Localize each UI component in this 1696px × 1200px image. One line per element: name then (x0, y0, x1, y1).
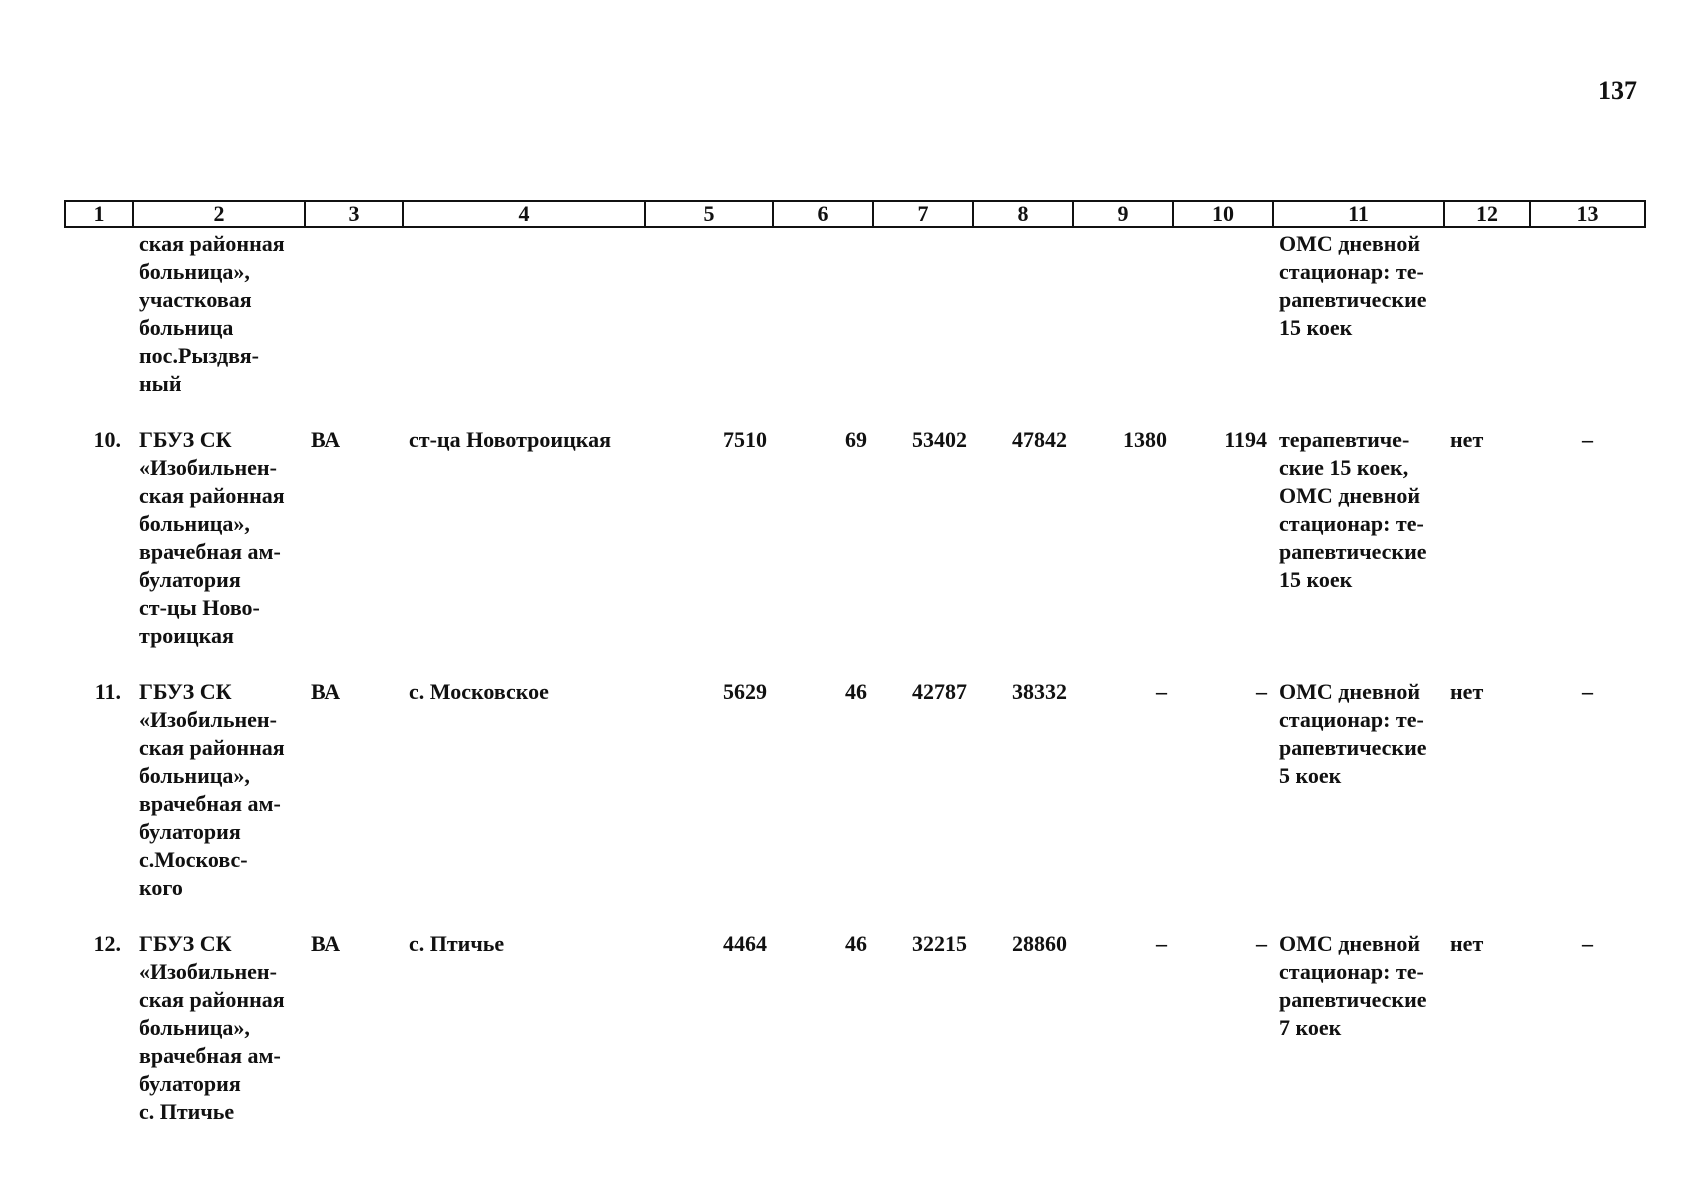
table-row (65, 426, 1645, 678)
locality: с. Московское (409, 679, 549, 704)
cell-col-5: 4464 (723, 931, 767, 956)
cell-col-6: 46 (845, 931, 867, 956)
beds-description: ОМС дневной стационар: те- рапевтические 7 коек (1279, 931, 1427, 1040)
cell-col-10 (1173, 227, 1273, 426)
cell-col-5: 7510 (723, 427, 767, 452)
cell-col-9 (1073, 227, 1173, 426)
facility-type: ВА (311, 931, 341, 956)
beds-description: ОМС дневной стационар: те- рапевтические 5 коек (1279, 679, 1427, 788)
table-row (65, 930, 1645, 1154)
cell-col-7: 32215 (912, 931, 967, 956)
institution-name: ская районная больница», участковая больница пос.Рыздвя- ный (139, 231, 285, 396)
institution-name: ГБУЗ СК «Изобильнен- ская районная больница», врачебная ам- булатория с. Птичье (139, 931, 285, 1124)
table-row (65, 227, 1645, 426)
cell-col-7 (873, 227, 973, 426)
row-number (65, 227, 133, 426)
page-number: 137 (1598, 76, 1637, 105)
column-header: 2 (133, 201, 305, 227)
header-row (65, 201, 1645, 227)
row-number: 12. (93, 931, 121, 956)
cell-col-12: нет (1450, 931, 1484, 956)
locality: с. Птичье (409, 931, 505, 956)
column-header: 13 (1530, 201, 1645, 227)
column-header: 7 (873, 201, 973, 227)
cell-col-12 (1444, 227, 1530, 426)
column-header: 6 (773, 201, 873, 227)
cell-col-8: 47842 (1012, 427, 1067, 452)
cell-col-10: – (1256, 679, 1267, 704)
row-number: 10. (93, 427, 121, 452)
beds-description: терапевтиче- ские 15 коек, ОМС дневной стационар: те- рапевтические 15 коек (1279, 427, 1427, 592)
cell-col-8: 38332 (1012, 679, 1067, 704)
cell-col-8: 28860 (1012, 931, 1067, 956)
cell-col-6 (773, 227, 873, 426)
column-header: 4 (403, 201, 645, 227)
cell-col-13: – (1582, 931, 1593, 956)
cell-col-5: 5629 (723, 679, 767, 704)
facility-type (305, 227, 403, 426)
cell-col-5 (645, 227, 773, 426)
locality: ст-ца Новотроицкая (409, 427, 611, 452)
facility-type: ВА (311, 427, 341, 452)
facility-type: ВА (311, 679, 341, 704)
cell-col-12: нет (1450, 427, 1484, 452)
cell-col-9: – (1156, 931, 1167, 956)
locality (403, 227, 645, 426)
cell-col-7: 42787 (912, 679, 967, 704)
institution-name: ГБУЗ СК «Изобильнен- ская районная больница», врачебная ам- булатория ст-цы Ново- троицкая (139, 427, 285, 648)
cell-col-13: – (1582, 679, 1593, 704)
cell-col-6: 46 (845, 679, 867, 704)
cell-col-8 (973, 227, 1073, 426)
cell-col-9: – (1156, 679, 1167, 704)
column-header: 5 (645, 201, 773, 227)
column-header: 12 (1444, 201, 1530, 227)
cell-col-9: 1380 (1123, 427, 1167, 452)
cell-col-10: 1194 (1224, 427, 1267, 452)
data-table (64, 200, 1646, 1154)
beds-description: ОМС дневной стационар: те- рапевтические 15 коек (1279, 231, 1427, 340)
column-header: 3 (305, 201, 403, 227)
cell-col-6: 69 (845, 427, 867, 452)
cell-col-13: – (1582, 427, 1593, 452)
institution-name: ГБУЗ СК «Изобильнен- ская районная больница», врачебная ам- булатория с.Московс- кого (139, 679, 285, 900)
column-header: 1 (65, 201, 133, 227)
cell-col-13 (1530, 227, 1645, 426)
column-header: 10 (1173, 201, 1273, 227)
column-header: 9 (1073, 201, 1173, 227)
row-number: 11. (94, 679, 121, 704)
cell-col-7: 53402 (912, 427, 967, 452)
cell-col-12: нет (1450, 679, 1484, 704)
cell-col-10: – (1256, 931, 1267, 956)
table-row (65, 678, 1645, 930)
column-header: 11 (1273, 201, 1444, 227)
column-header: 8 (973, 201, 1073, 227)
